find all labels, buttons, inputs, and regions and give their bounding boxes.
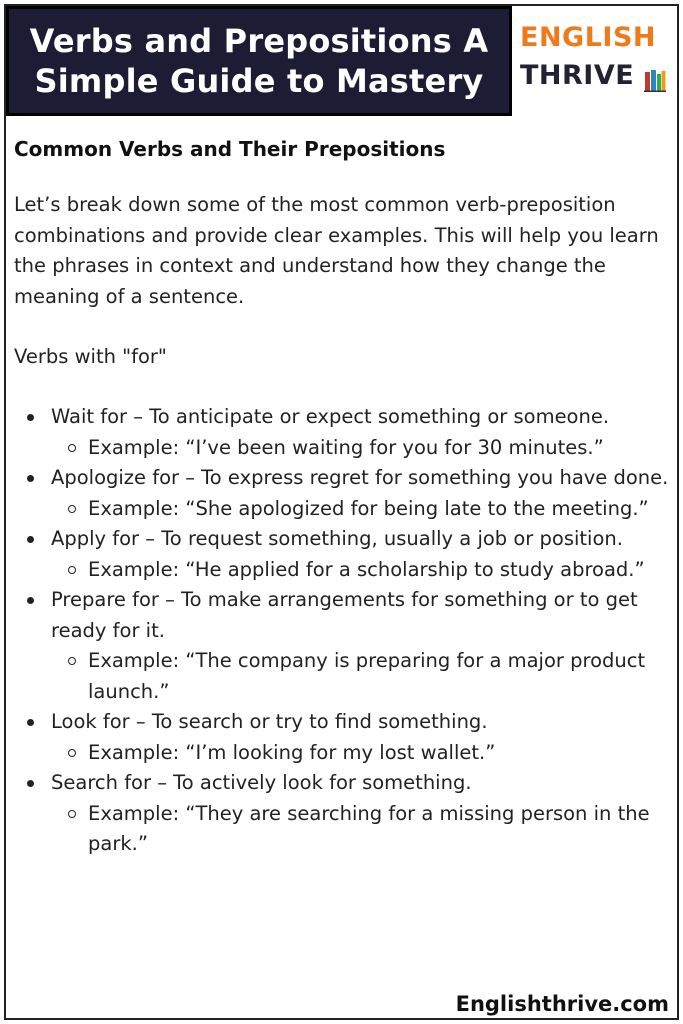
verb-definition bbox=[14, 585, 674, 646]
verb-definition bbox=[14, 524, 674, 555]
verb-definition bbox=[14, 402, 674, 433]
list-item bbox=[14, 463, 674, 524]
circle-bullet-icon bbox=[68, 566, 76, 574]
books-icon bbox=[644, 68, 666, 92]
bullet-icon bbox=[27, 597, 34, 604]
footer-website: Englishthrive.com bbox=[455, 992, 669, 1016]
verb-example-text: Example: “She apologized for being late to the meeting.” bbox=[88, 496, 649, 520]
bullet-icon bbox=[27, 475, 34, 482]
title-line-2: Simple Guide to Mastery bbox=[34, 62, 484, 100]
verb-example bbox=[14, 494, 674, 525]
circle-bullet-icon bbox=[68, 505, 76, 513]
verb-example-text: Example: “The company is preparing for a major product launch.” bbox=[88, 649, 646, 703]
circle-bullet-icon bbox=[68, 657, 76, 665]
logo-text-thrive: THRIVE bbox=[520, 60, 635, 91]
verb-example bbox=[14, 555, 674, 586]
intro-paragraph: Let’s break down some of the most common verb-preposition combinations and provide clear examples. This will help you learn the phrases in context and understand how they change the meaning of a sentence. bbox=[14, 193, 659, 308]
title-line-1: Verbs and Prepositions A bbox=[29, 22, 489, 60]
verb-definition-text: Apply for – To request something, usually a job or position. bbox=[51, 527, 623, 550]
circle-bullet-icon bbox=[68, 749, 76, 757]
circle-bullet-icon bbox=[68, 444, 76, 452]
verb-definition bbox=[14, 707, 674, 738]
list-item bbox=[14, 768, 674, 860]
verb-example-text: Example: “I’ve been waiting for you for 30 minutes.” bbox=[88, 435, 604, 459]
verb-example bbox=[14, 738, 674, 769]
verb-example bbox=[14, 433, 674, 464]
circle-bullet-icon bbox=[68, 810, 76, 818]
verb-definition-text: Wait for – To anticipate or expect something or someone. bbox=[51, 405, 610, 428]
verb-example-text: Example: “He applied for a scholarship to study abroad.” bbox=[88, 557, 645, 581]
verb-example-text: Example: “I’m looking for my lost wallet.” bbox=[88, 740, 496, 764]
bullet-icon bbox=[27, 780, 34, 787]
verb-definition bbox=[14, 463, 674, 494]
logo-text-english: ENGLISH bbox=[520, 22, 656, 53]
verb-example-text: Example: “They are searching for a missing person in the park.” bbox=[88, 801, 650, 855]
verbs-with-for-label: Verbs with "for" bbox=[14, 345, 167, 368]
bullet-icon bbox=[27, 719, 34, 726]
list-item bbox=[14, 402, 674, 463]
verb-definition-text: Apologize for – To express regret for something you have done. bbox=[51, 466, 669, 489]
verb-definition-text: Search for – To actively look for something. bbox=[51, 771, 472, 794]
title-banner bbox=[6, 6, 512, 116]
verb-definition-text: Prepare for – To make arrangements for something or to get ready for it. bbox=[51, 588, 638, 642]
section-heading: Common Verbs and Their Prepositions bbox=[14, 137, 446, 161]
list-item bbox=[14, 585, 674, 707]
bullet-icon bbox=[27, 536, 34, 543]
verb-definition-text: Look for – To search or try to find something. bbox=[51, 710, 488, 733]
verb-example bbox=[14, 799, 674, 860]
main-content bbox=[14, 128, 674, 860]
verb-list bbox=[14, 402, 674, 860]
verb-example bbox=[14, 646, 674, 707]
english-thrive-logo bbox=[516, 22, 676, 102]
verb-definition bbox=[14, 768, 674, 799]
list-item bbox=[14, 707, 674, 768]
bullet-icon bbox=[27, 414, 34, 421]
list-item bbox=[14, 524, 674, 585]
